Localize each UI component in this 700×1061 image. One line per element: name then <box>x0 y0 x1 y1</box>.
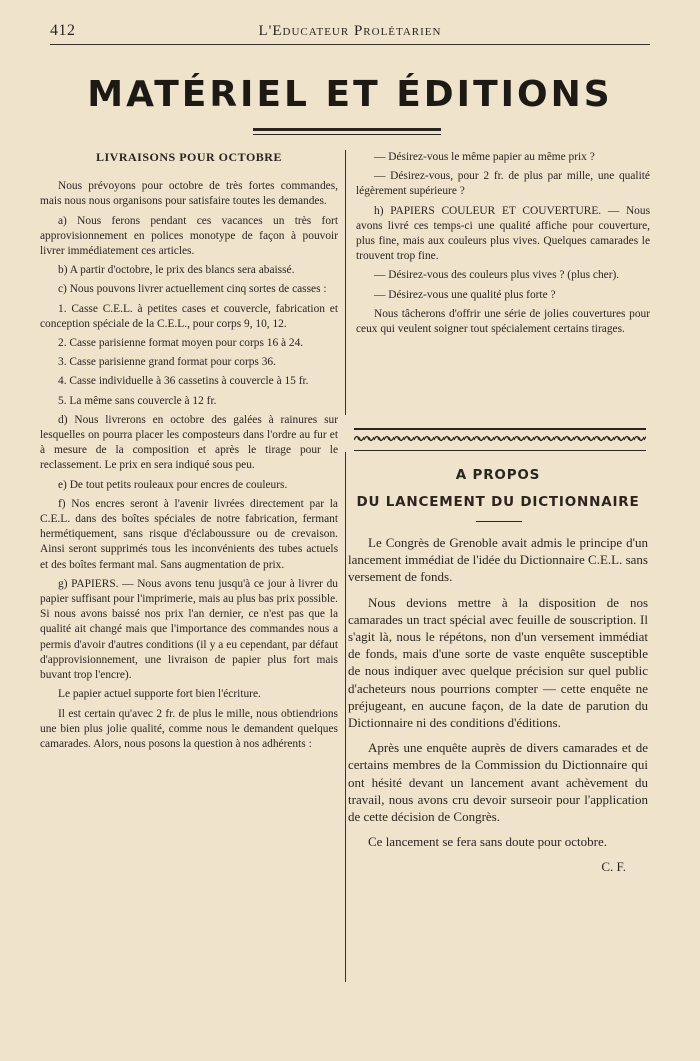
column-divider-bottom <box>345 452 346 982</box>
propos-heading-line1: A PROPOS <box>455 467 541 483</box>
title-rule-thin <box>253 134 441 135</box>
livraisons-continued-column <box>356 150 650 341</box>
livraisons-paragraph: Il est certain qu'avec 2 fr. de plus le mille, nous obtiendrions une bien plus jolie qualité, comme nous le demandent quelques camarades. Alors, nous posons la question à nos adhérents : <box>40 707 338 750</box>
propos-column <box>348 534 648 884</box>
signature: C. F. <box>601 859 626 875</box>
propos-heading-line2: DU LANCEMENT DU DICTIONNAIRE <box>356 494 640 510</box>
question-paragraph: — Désirez-vous des couleurs plus vives ? (plus cher). <box>374 269 620 282</box>
casse-item: 5. La même sans couvercle à 12 fr. <box>58 394 217 407</box>
casse-item: 2. Casse parisienne format moyen pour corps 16 à 24. <box>58 337 304 350</box>
propos-heading <box>348 462 648 516</box>
question-paragraph: — Désirez-vous, pour 2 fr. de plus par mille, une qualité légèrement supérieure ? <box>356 170 650 198</box>
column-divider-top <box>345 150 346 415</box>
livraisons-paragraph: f) Nos encres seront à l'avenir livrées directement par la C.E.L. dans des boîtes spéciales de notre fabrication, fermant hermétiquement, sans risque d'éclaboussure ou de crevaison. Ainsi seront supprimés tous les inconvénients des tubes actuels et des boîtes fermant mal. Sans augmentation de prix. <box>40 497 338 571</box>
ornament-divider <box>354 428 646 451</box>
livraisons-paragraph: a) Nous ferons pendant ces vacances un très fort approvisionnement en polices monotype de façon à pouvoir livrer immédiatement ces articles. <box>40 214 338 258</box>
question-paragraph: — Désirez-vous une qualité plus forte ? <box>374 288 556 301</box>
scroll-ornament-icon <box>354 430 646 447</box>
propos-rule <box>476 521 522 522</box>
propos-paragraph: Le Congrès de Grenoble avait admis le principe d'un lancement immédiat de l'idée du Dictionnaire C.E.L. sans versement de fonds. <box>348 535 648 585</box>
livraisons-paragraph: d) Nous livrerons en octobre des galées à rainures sur lesquelles on pourra placer les composteurs dans l'ordre au fur et à mesure de la composition et après le tirage pour le reclassement. Le prix en sera indiqué sous peu. <box>40 413 338 472</box>
page-title: MATÉRIEL ET ÉDITIONS <box>87 74 613 115</box>
casse-item: 1. Casse C.E.L. à petites cases et couvercle, fabrication et conception spéciale de la C.E.L., pour corps 9, 10, 12. <box>40 302 338 330</box>
livraisons-paragraph: e) De tout petits rouleaux pour encres de couleurs. <box>58 478 288 491</box>
livraisons-paragraph: h) PAPIERS COULEUR ET COUVERTURE. — Nous avons livré ces temps-ci une qualité affiche pour couverture, plus fine, mais aux couleurs plus vives. Quelques camarades le trouvent trop fine. <box>356 204 650 263</box>
livraisons-paragraph: Nous prévoyons pour octobre de très fortes commandes, mais nous nous organisons pour satisfaire toutes les demandes. <box>40 180 338 208</box>
title-rule <box>253 128 441 131</box>
livraisons-heading: LIVRAISONS POUR OCTOBRE <box>96 150 282 164</box>
livraisons-paragraph: c) Nous pouvons livrer actuellement cinq sortes de casses : <box>58 283 327 296</box>
question-paragraph: — Désirez-vous le même papier au même prix ? <box>374 151 595 163</box>
livraisons-paragraph: g) PAPIERS. — Nous avons tenu jusqu'à ce jour à livrer du papier suffisant pour l'imprimerie, mais au plus bas prix possible. Si nous avons baissé nos prix l'an dernier, ce n'est pas que la qualité ait changé mais que l'importance des commandes nous a permis d'avoir d'autres conditions (il y a eu cependant, par défaut d'approvisionnement, une livraison de papier plus fort mais buvant trop l'encre). <box>40 577 338 682</box>
casse-item: 3. Casse parisienne grand format pour corps 36. <box>58 356 276 369</box>
livraisons-paragraph: b) A partir d'octobre, le prix des blancs sera abaissé. <box>58 264 295 277</box>
livraisons-column <box>40 150 338 756</box>
header-rule <box>50 44 650 45</box>
page-number: 412 <box>50 22 76 39</box>
journal-name: L'Educateur Prolétarien <box>258 23 442 39</box>
livraisons-paragraph: Le papier actuel supporte fort bien l'écriture. <box>58 688 261 701</box>
propos-paragraph: Après une enquête auprès de divers camarades et de certains membres de la Commission du Dictionnaire qui ont hésité devant un lancement avant achèvement du travail, nous avons cru devoir surseoir pour l'application de cette décision de Congrès. <box>348 740 648 825</box>
livraisons-paragraph: Nous tâcherons d'offrir une série de jolies couvertures pour ceux qui veulent soigner tout spécialement certains tirages. <box>356 307 650 336</box>
running-head <box>50 22 650 44</box>
propos-paragraph: Ce lancement se fera sans doute pour octobre. <box>368 834 607 850</box>
propos-paragraph: Nous devions mettre à la disposition de nos camarades un tract spécial avec feuille de souscription. Il s'agit là, nous le répétons, non d'un versement immédiat de fonds, mais d'une sorte de vaste enquête susceptible de nous indiquer avec quelque précision sur quel public d'acheteurs nous pourrions compter — cette enquête ne préjugeant, en aucune façon, de la date de parution du Dictionnaire ni des conditions d'éditions. <box>348 594 648 731</box>
casse-item: 4. Casse individuelle à 36 cassetins à couvercle à 15 fr. <box>58 375 309 388</box>
